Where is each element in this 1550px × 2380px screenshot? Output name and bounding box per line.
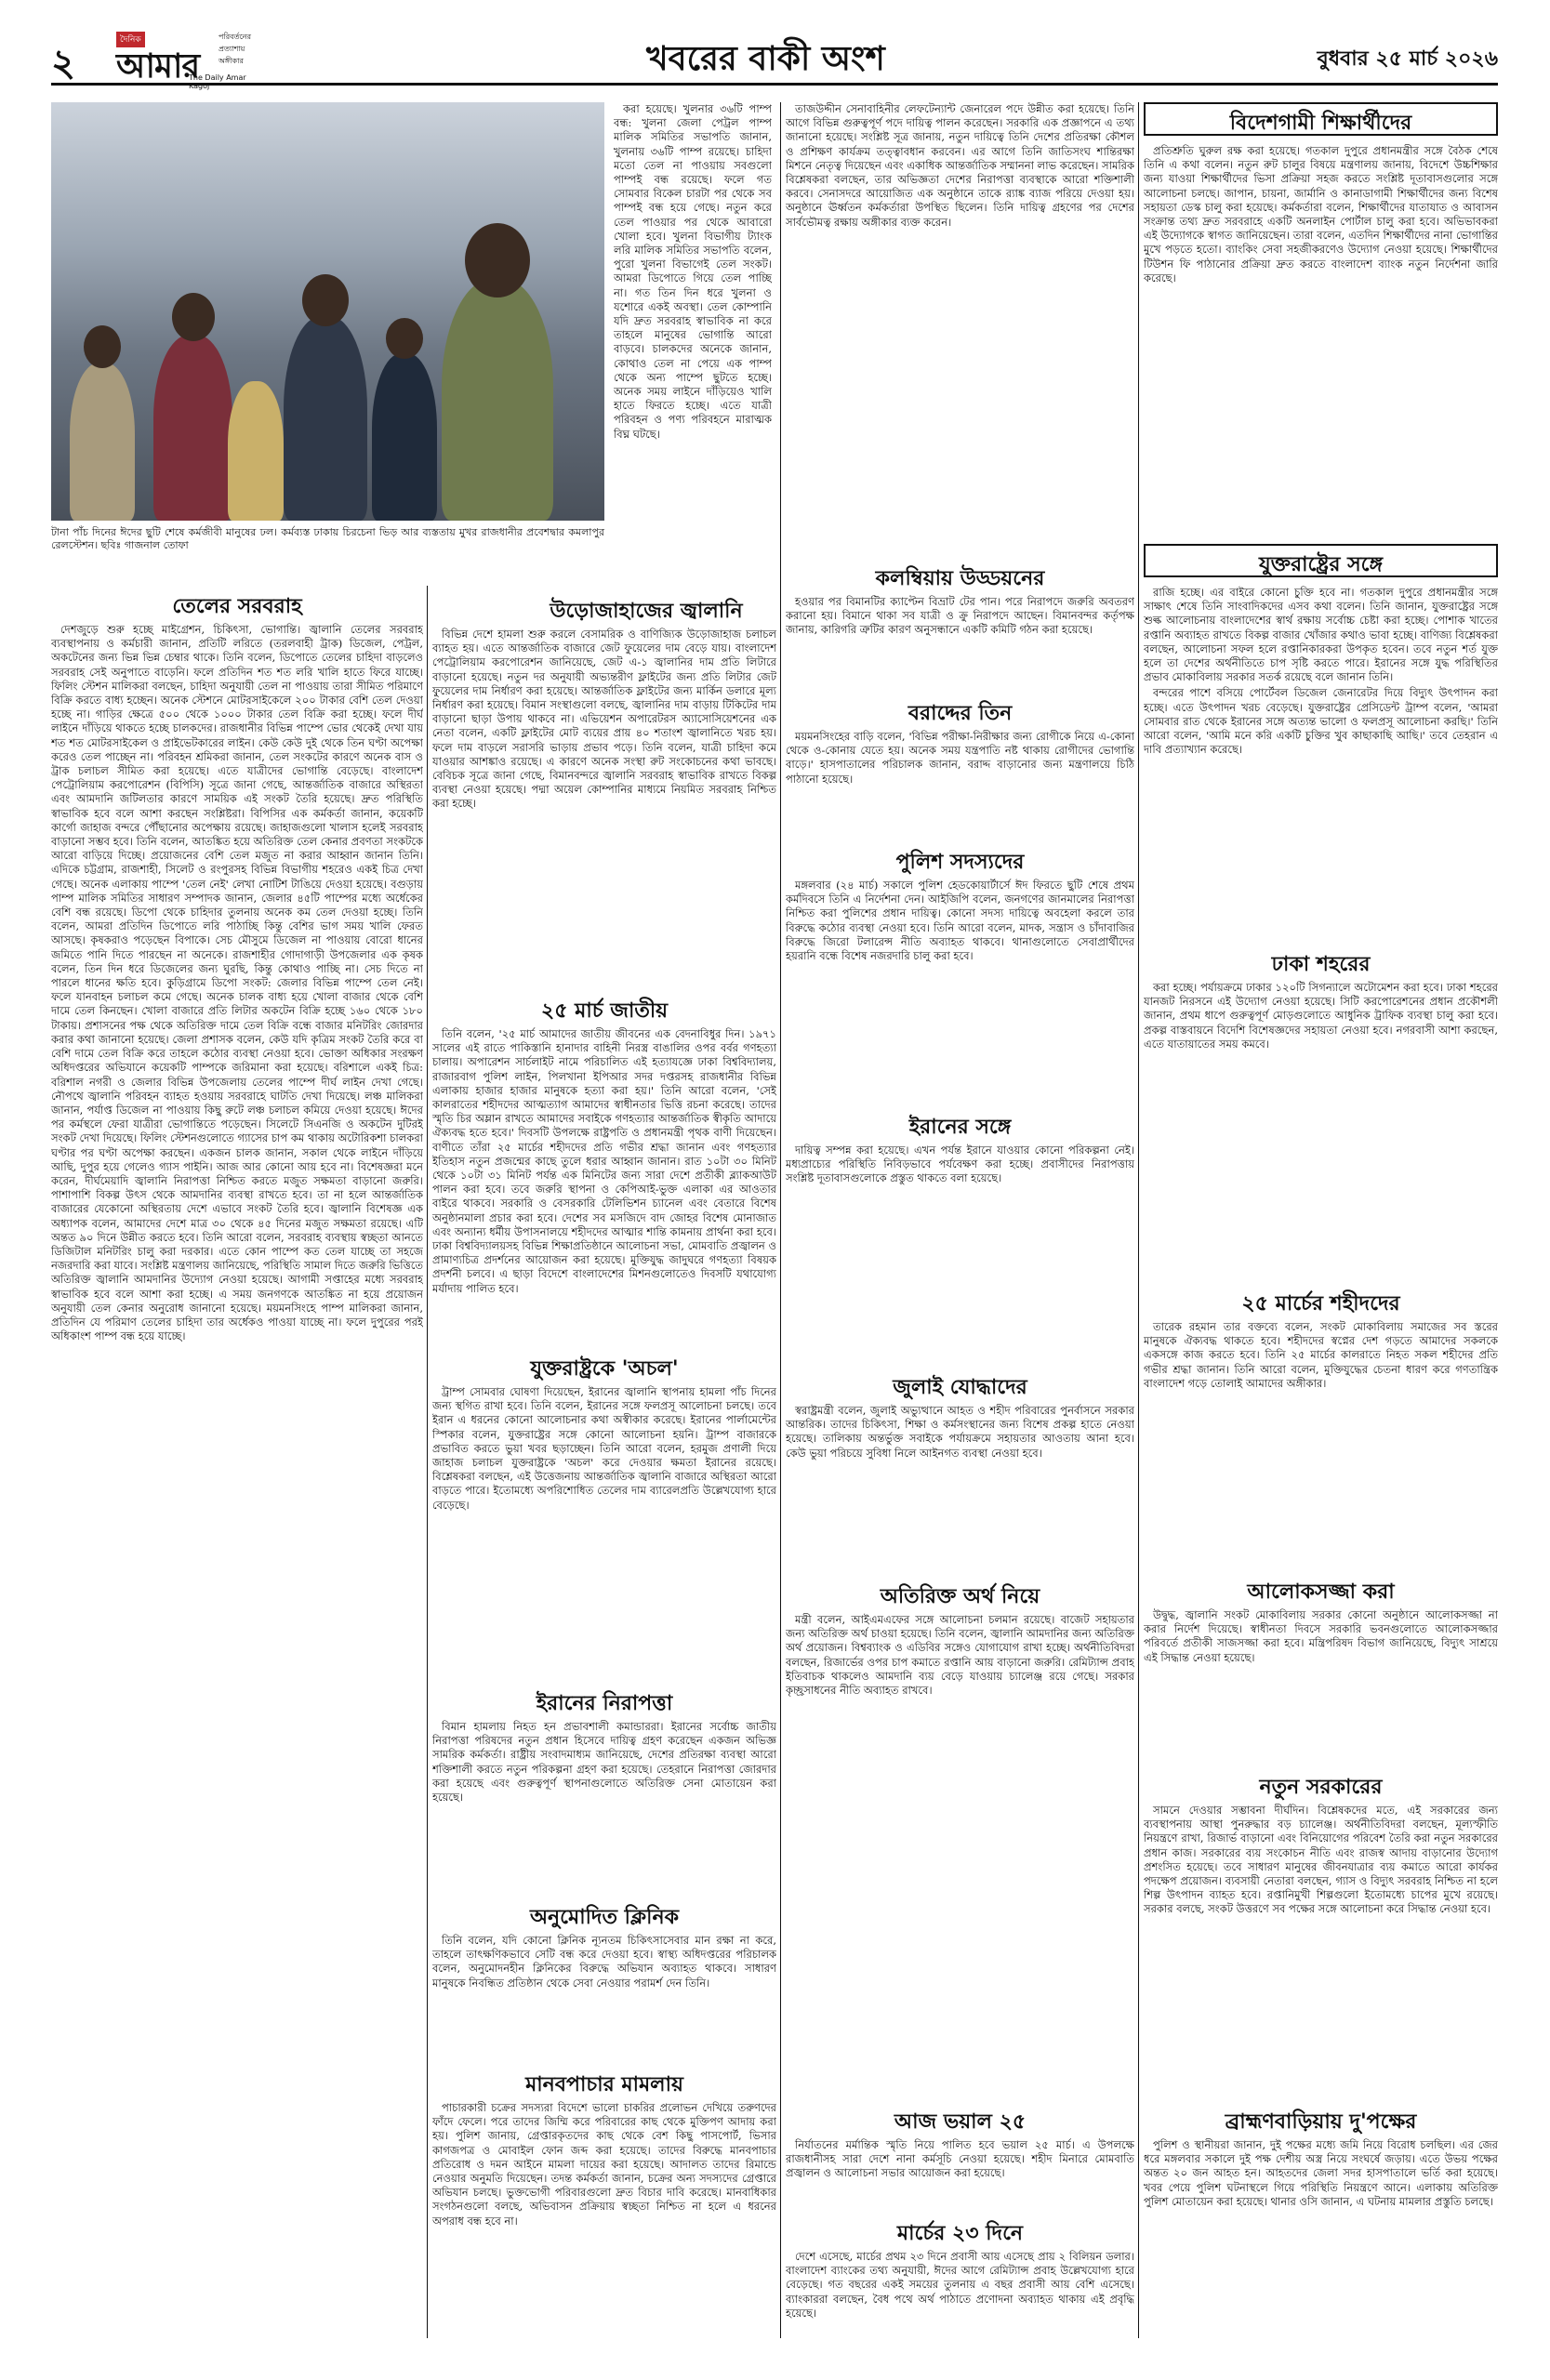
- headline-iran-with: ইরানের সঙ্গে: [908, 1116, 1012, 1139]
- headline-jet-fuel: উড়োজাহাজের জ্বালানি: [550, 600, 743, 623]
- logo-english: The Daily Amar Kagoj: [189, 73, 246, 90]
- article-martyrs: [1144, 1320, 1498, 1567]
- column-divider: [1138, 102, 1139, 2338]
- logo-slogan: পরিবর্তনের প্রত্যাশায় অঙ্গীকার: [219, 33, 251, 65]
- logo-name: আমার: [116, 47, 200, 86]
- article-march25: [432, 1027, 776, 1343]
- headline-dhoka: বরাদ্দের তিন: [907, 702, 1013, 725]
- column-divider: [427, 586, 428, 2338]
- headline-cox: কলম্বিয়ায় উড্ডয়নের: [875, 567, 1045, 590]
- headline-police: পুলিশ সদস্যদের: [895, 851, 1025, 874]
- article-text: করা হচ্ছে। পর্যায়ক্রমে ঢাকার ১২০টি সিগন্যালে অটোমেশন করা হবে। ঢাকা শহরের যানজট নিরসনে এই উদ্যোগ নেওয়া হয়েছে। সিটি করপোরেশনের প্রধান প্রকৌশলী জানান, প্রথম ধাপে গুরুত্বপূর্ণ মোড়গুলোতে আধুনিক ট্রাফিক ব্যবস্থা চালু করা হবে। প্রকল্প বাস্তবায়নে বিদেশি বিশেষজ্ঞদের সহায়তা নেওয়া হবে। নগরবাসী আশা করছেন, এতে যাতায়াতের সময় কমবে।: [1144, 981, 1498, 1051]
- headline-march23: মার্চের ২৩ দিনে: [896, 2222, 1024, 2245]
- article-text: তাজউদ্দীন সেনাবাহিনীর লেফটেন্যান্ট জেনারেল পদে উন্নীত করা হয়েছে। তিনি আগে বিভিন্ন গুরুত্বপূর্ণ পদে দায়িত্ব পালন করেছেন। সরকারি এক প্রজ্ঞাপনে এ তথ্য জানানো হয়েছে। সংশ্লিষ্ট সূত্র জানায়, নতুন দায়িত্বে তিনি দেশের প্রতিরক্ষা কৌশল ও প্রশিক্ষণ কার্যক্রম তত্ত্বাবধান করবেন। এর আগে তিনি জাতিসংঘ শান্তিরক্ষা মিশনে নেতৃত্ব দিয়েছেন এবং একাধিক আন্তর্জাতিক সম্মাননা লাভ করেছেন। সামরিক বিশ্লেষকরা বলছেন, তার অভিজ্ঞতা দেশের নিরাপত্তা ব্যবস্থাকে আরো শক্তিশালী করবে। সেনাসদরে আয়োজিত এক অনুষ্ঠানে তাকে র‍্যাঙ্ক ব্যাজ পরিয়ে দেওয়া হয়। অনুষ্ঠানে ঊর্ধ্বতন কর্মকর্তারা উপস্থিত ছিলেন। তিনি দায়িত্ব গ্রহণের পর দেশের সার্বভৌমত্ব রক্ষায় অঙ্গীকার ব্যক্ত করেন।: [786, 102, 1134, 229]
- photo-caption: টানা পাঁচ দিনের ঈদের ছুটি শেষে কর্মজীবী মানুষের ঢল। কর্মব্যস্ত ঢাকায় চিরচেনা ভিড় আর ব্যস্ততায় মুখর রাজধানীর প্রবেশদ্বার কমলাপুর রেলস্টেশন। ছবিঃ গাজনাল তোফা: [51, 526, 604, 551]
- article-text: বিমান হামলায় নিহত হন প্রভাবশালী কমান্ডাররা। ইরানের সর্বোচ্চ জাতীয় নিরাপত্তা পরিষদের নতুন প্রধান হিসেবে দায়িত্ব গ্রহণ করেছেন একজন অভিজ্ঞ সামরিক কর্মকর্তা। রাষ্ট্রীয় সংবাদমাধ্যম জানিয়েছে, দেশের প্রতিরক্ষা ব্যবস্থা আরো শক্তিশালী করতে নতুন পরিকল্পনা গ্রহণ করা হয়েছে। তেহরানে নিরাপত্তা জোরদার করা হয়েছে এবং গুরুত্বপূর্ণ স্থাপনাগুলোতে অতিরিক্ত সেনা মোতায়েন করা হয়েছে।: [432, 1720, 776, 1805]
- article-text: স্বরাষ্ট্রমন্ত্রী বলেন, জুলাই অভ্যুত্থানে আহত ও শহীদ পরিবারের পুনর্বাসনে সরকার আন্তরিক। তাদের চিকিৎসা, শিক্ষা ও কর্মসংস্থানের জন্য বিশেষ প্রকল্প হাতে নেওয়া হয়েছে। তালিকায় অন্তর্ভুক্ত সবাইকে পর্যায়ক্রমে সহায়তার আওতায় আনা হবে। কেউ ভুয়া পরিচয়ে সুবিধা নিলে আইনগত ব্যবস্থা নেওয়া হবে।: [786, 1404, 1134, 1460]
- article-text: উদ্বুদ্ধ, জ্বালানি সংকট মোকাবিলায় সরকার কোনো অনুষ্ঠানে আলোকসজ্জা না করার নির্দেশ দিয়েছে। স্বাধীনতা দিবসে সরকারি ভবনগুলোতে আলোকসজ্জার পরিবর্তে প্রতীকী সাজসজ্জা করা হবে। মন্ত্রিপরিষদ বিভাগ জানিয়েছে, বিদ্যুৎ সাশ্রয়ে এই সিদ্ধান্ত নেওয়া হয়েছে।: [1144, 1608, 1498, 1664]
- article-text: পুলিশ ও স্থানীয়রা জানান, দুই পক্ষের মধ্যে জমি নিয়ে বিরোধ চলছিল। এর জের ধরে মঙ্গলবার সকালে দুই পক্ষ দেশীয় অস্ত্র নিয়ে সংঘর্ষে জড়ায়। এতে উভয় পক্ষের অন্তত ২০ জন আহত হন। আহতদের জেলা সদর হাসপাতালে ভর্তি করা হয়েছে। খবর পেয়ে পুলিশ ঘটনাস্থলে গিয়ে পরিস্থিতি নিয়ন্ত্রণে আনে। এলাকায় অতিরিক্ত পুলিশ মোতায়েন করা হয়েছে। থানার ওসি জানান, এ ঘটনায় মামলার প্রস্তুতি চলছে।: [1144, 2138, 1498, 2208]
- article-fuel: [51, 623, 423, 2338]
- article-continuation: [614, 102, 772, 586]
- headline-clinic: অনুমোদিত ক্লিনিক: [530, 1906, 679, 1929]
- article-text: সামনে দেওয়ার সম্ভাবনা দীর্ঘদিন। বিশ্লেষকদের মতে, এই সরকারের জন্য ব্যবস্থাপনায় আস্থা পুনরুদ্ধার বড় চ্যালেঞ্জ। অর্থনীতিবিদরা বলছেন, মূল্যস্ফীতি নিয়ন্ত্রণে রাখা, রিজার্ভ বাড়ানো এবং বিনিয়োগের পরিবেশ তৈরি করা নতুন সরকারের প্রধান কাজ। সরকারের ব্যয় সংকোচন নীতি এবং রাজস্ব আদায় বাড়ানোর উদ্যোগ প্রশংসিত হয়েছে। তবে সাধারণ মানুষের জীবনযাত্রার ব্যয় কমাতে আরো কার্যকর পদক্ষেপ প্রয়োজন। ব্যবসায়ী নেতারা বলছেন, গ্যাস ও বিদ্যুৎ সরবরাহ নিশ্চিত না হলে শিল্প উৎপাদন ব্যাহত হবে। রপ্তানিমুখী শিল্পগুলো ইতোমধ্যে চাপের মুখে রয়েছে। সরকার বলছে, সংকট উত্তরণে সব পক্ষের সঙ্গে আলোচনা করে সিদ্ধান্ত নেওয়া হবে।: [1144, 1804, 1498, 1916]
- article-text: প্রতিশ্রুতি ঘুরুল রক্ষ করা হয়েছে। গতকাল দুপুরে প্রধানমন্ত্রীর সঙ্গে বৈঠক শেষে তিনি এ কথা বলেন। নতুন রুট চালুর বিষয়ে মন্ত্রণালয় জানায়, বিদেশে উচ্চশিক্ষার জন্য যাওয়া শিক্ষার্থীদের ভিসা প্রক্রিয়া সহজ করতে সংশ্লিষ্ট দূতাবাসগুলোর সঙ্গে আলোচনা চলছে। জাপান, চায়না, জার্মানি ও কানাডাগামী শিক্ষার্থীদের জন্য বিশেষ সহায়তা ডেস্ক চালু করা হয়েছে। কর্মকর্তারা বলেন, শিক্ষার্থীদের যাতাযাত ও আবাসন সংক্রান্ত তথ্য দ্রুত সরবরাহে একটি অনলাইন পোর্টাল চালু করা হবে। অভিভাবকরা এই উদ্যোগকে স্বাগত জানিয়েছেন। তারা বলেন, এতদিন শিক্ষার্থীদের নানা ভোগান্তির মুখে পড়তে হতো। ব্যাংকিং সেবা সহজীকরণেও উদ্যোগ নেওয়া হয়েছে। শিক্ষার্থীদের টিউশন ফি পাঠানোর প্রক্রিয়া দ্রুত করতে বাংলাদেশ ব্যাংক নতুন নির্দেশনা জারি করেছে।: [1144, 144, 1498, 284]
- article-iran-security: [432, 1720, 776, 1892]
- column-divider: [780, 102, 781, 2338]
- article-text: ময়মনসিংহের বাড়ি বলেন, 'বিভিন্ন পরীক্ষা-নিরীক্ষার জন্য রোগীকে নিয়ে এ-কোনা থেকে ও-কোনায় যেতে হয়। অনেক সময় যন্ত্রপাতি নষ্ট থাকায় রোগীদের ভোগান্তি বাড়ে।' হাসপাতালের পরিচালক জানান, বরাদ্দ বাড়ানোর জন্য মন্ত্রণালয়ে চিঠি পাঠানো হয়েছে।: [786, 730, 1134, 786]
- headline-students: বিদেশগামী শিক্ষার্থীদের: [1229, 112, 1412, 135]
- article-text: তিনি বলেন, যদি কোনো ক্লিনিক ন্যূনতম চিকিৎসাসেবার মান রক্ষা না করে, তাহলে তাৎক্ষণিকভাবে সেটি বন্ধ করে দেওয়া হবে। স্বাস্থ্য অধিদপ্তরের পরিচালক বলেন, অনুমোদনহীন ক্লিনিকের বিরুদ্ধে অভিযান অব্যাহত থাকবে। সাধারণ মানুষকে নিবন্ধিত প্রতিষ্ঠান থেকে সেবা নেওয়ার পরামর্শ দেন তিনি।: [432, 1934, 776, 1990]
- article-text: মঙ্গলবার (২৪ মার্চ) সকালে পুলিশ হেডকোয়ার্টার্সে ঈদ ফিরতে ছুটি শেষে প্রথম কর্মদিবসে তিনি এ নির্দেশনা দেন। আইজিপি বলেন, জনগণের জানমালের নিরাপত্তা নিশ্চিত করা পুলিশের প্রধান দায়িত্ব। কোনো সদস্য দায়িত্বে অবহেলা করলে তার বিরুদ্ধে কঠোর ব্যবস্থা নেওয়া হবে। তিনি আরো বলেন, মাদক, সন্ত্রাস ও চাঁদাবাজির বিরুদ্ধে জিরো টলারেন্স নীতি অব্যাহত থাকবে। থানাগুলোতে সেবাপ্রার্থীদের হয়রানি বন্ধে বিশেষ নজরদারি চালু করা হবে।: [786, 879, 1134, 963]
- headline-july: জুলাই যোদ্ধাদের: [893, 1376, 1027, 1399]
- headline-martyrs: ২৫ মার্চের শহীদদের: [1241, 1292, 1400, 1316]
- article-us-acol: [432, 1385, 776, 1678]
- headline-iran-security: ইরানের নিরাপত্তা: [536, 1692, 673, 1715]
- article-text: বিভিন্ন দেশে হামলা শুরু করলে বেসামরিক ও বাণিজ্যিক উড়োজাহাজ চলাচল ব্যাহত হয়। এতে আন্তর্জাতিক বাজারে জেট ফুয়েলের দাম বেড়ে যায়। বাংলাদেশ পেট্রোলিয়াম করপোরেশন জানিয়েছে, জেট এ-১ জ্বালানির দাম প্রতি লিটারে বাড়ানো হয়েছে। নতুন দর অনুযায়ী অভ্যন্তরীণ ফ্লাইটের জন্য প্রতি লিটার জেট ফুয়েলের দাম নির্ধারণ করা হয়েছে। আন্তর্জাতিক ফ্লাইটের জন্য মার্কিন ডলারে মূল্য নির্ধারণ করা হয়েছে। বিমান সংস্থাগুলো বলছে, জ্বালানির দাম বাড়ায় টিকিটের দাম বাড়ানো ছাড়া উপায় থাকবে না। এভিয়েশন অপারেটরস অ্যাসোসিয়েশনের এক নেতা বলেন, একটি ফ্লাইটের মোট ব্যয়ের প্রায় ৪০ শতাংশ জ্বালানিতে খরচ হয়। ফলে দাম বাড়লে সরাসরি ভাড়ায় প্রভাব পড়ে। তিনি বলেন, যাত্রী চাহিদা কমে যাওয়ার আশঙ্কাও রয়েছে। এ কারণে অনেক সংস্থা রুট সংকোচনের কথা ভাবছে। বেবিচক সূত্রে জানা গেছে, বিমানবন্দরে জ্বালানি সরবরাহ স্বাভাবিক রাখতে বিকল্প ব্যবস্থা নেওয়া হয়েছে। পদ্মা অয়েল কোম্পানির মাধ্যমে নিয়মিত সরবরাহ নিশ্চিত করা হচ্ছে।: [432, 628, 776, 811]
- article-students: [1144, 144, 1498, 535]
- article-march23: [786, 2250, 1134, 2338]
- article-cox: [786, 595, 1134, 693]
- article-text: দেশে এসেছে, মার্চের প্রথম ২৩ দিনে প্রবাসী আয় এসেছে প্রায় ২ বিলিয়ন ডলার। বাংলাদেশ ব্যাংকের তথ্য অনুযায়ী, ঈদের আগে রেমিট্যান্স প্রবাহ উল্লেখযোগ্য হারে বেড়েছে। গত বছরের একই সময়ের তুলনায় এ বছর প্রবাসী আয় বেশি এসেছে। ব্যাংকাররা বলছেন, বৈধ পথে অর্থ পাঠাতে প্রণোদনা অব্যাহত থাকায় এই প্রবৃদ্ধি হয়েছে।: [786, 2250, 1134, 2320]
- article-new-govt: [1144, 1804, 1498, 2096]
- headline-fuel: তেলের সরবরাহ: [172, 595, 302, 618]
- logo-tag: দৈনিক: [116, 32, 145, 47]
- article-text: রাজি হচ্ছে। এর বাইরে কোনো চুক্তি হবে না। গতকাল দুপুরে প্রধানমন্ত্রীর সঙ্গে সাক্ষাৎ শেষে তিনি সাংবাদিকদের এসব কথা বলেন। তিনি জানান, যুক্তরাষ্ট্রের সঙ্গে শুল্ক আলোচনায় বাংলাদেশের স্বার্থ রক্ষায় সর্বোচ্চ চেষ্টা করা হচ্ছে। পোশাক খাতের রপ্তানি অব্যাহত রাখতে বিকল্প বাজার খোঁজার কথাও ভাবা হচ্ছে। বাণিজ্য বিশ্লেষকরা বলছেন, আলোচনা সফল হলে রপ্তানিকারকরা উপকৃত হবেন। তবে নতুন শর্ত যুক্ত হলে তা দেশের অর্থনীতিতে চাপ সৃষ্টি করতে পারে। ইরানের সঙ্গে যুদ্ধ পরিস্থিতির প্রভাব মোকাবিলায় সরকার সতর্ক রয়েছে বলে জানান তিনি।: [1144, 586, 1498, 684]
- article-iran-with: [786, 1144, 1134, 1367]
- issue-date: বুধবার ২৫ মার্চ ২০২৬: [1317, 47, 1498, 71]
- article-us-with: [1144, 586, 1498, 939]
- headline-us-with: যুক্তরাষ্ট্রের সঙ্গে: [1258, 553, 1384, 576]
- article-text: করা হয়েছে। খুলনার ৩৬টি পাম্প বন্ধ: খুলনা জেলা পেট্রল পাম্প মালিক সমিতির সভাপতি জানান, খুলনায় ৩৬টি পাম্প রয়েছে। চাহিদা মতো তেল না পাওয়ায় সবগুলো পাম্পই বন্ধ রয়েছে। ফলে গত সোমবার বিকেল চারটা পর থেকে সব পাম্পই বন্ধ হয়ে গেছে। নতুন করে তেল পাওয়ার পর থেকে আবারো খোলা হবে। খুলনা বিভাগীয় ট্যাংক লরি মালিক সমিতির সভাপতি বলেন, পুরো খুলনা বিভাগেই তেল সংকট। আমরা ডিপোতে গিয়ে তেল পাচ্ছি না। গত তিন দিন ধরে খুলনা ও যশোরে একই অবস্থা। তেল কোম্পানি যদি দ্রুত সরবরাহ স্বাভাবিক না করে তাহলে মানুষের ভোগান্তি আরো বাড়বে। চালকদের অনেকে জানান, কোথাও তেল না পেয়ে এক পাম্প থেকে অন্য পাম্পে ছুটতে হচ্ছে। অনেক সময় লাইনে দাঁড়িয়েও খালি হাতে ফিরতে হচ্ছে। এতে যাত্রী পরিবহন ও পণ্য পরিবহনে মারাত্মক বিঘ্ন ঘটছে।: [614, 102, 772, 441]
- article-minister: [786, 102, 1134, 553]
- article-extra-fund: [786, 1613, 1134, 2101]
- headline-extra-fund: অতিরিক্ত অর্থ নিয়ে: [880, 1585, 1040, 1608]
- article-text: তিনি বলেন, '২৫ মার্চ আমাদের জাতীয় জীবনের এক বেদনাবিধুর দিন। ১৯৭১ সালের এই রাতে পাকিস্তানি হানাদার বাহিনী নিরস্ত্র বাঙালির ওপর বর্বর গণহত্যা চালায়। অপারেশন সার্চলাইট নামে পরিচালিত এই হত্যাযজ্ঞে ঢাকা বিশ্ববিদ্যালয়, রাজারবাগ পুলিশ লাইন, পিলখানা ইপিআর সদর দপ্তরসহ রাজধানীর বিভিন্ন এলাকায় হাজার হাজার মানুষকে হত্যা করা হয়।' তিনি আরো বলেন, 'সেই কালরাতের শহীদদের আত্মত্যাগ আমাদের স্বাধীনতার ভিত্তি রচনা করেছে। তাদের স্মৃতি চির অম্লান রাখতে আমাদের সবাইকে গণহত্যার আন্তর্জাতিক স্বীকৃতি আদায়ে ঐক্যবদ্ধ হতে হবে।' দিবসটি উপলক্ষে রাষ্ট্রপতি ও প্রধানমন্ত্রী পৃথক বাণী দিয়েছেন। বাণীতে তাঁরা ২৫ মার্চের শহীদদের প্রতি গভীর শ্রদ্ধা জানান এবং গণহত্যার ইতিহাস নতুন প্রজন্মের কাছে তুলে ধরার আহ্বান জানান। রাত ১০টা ৩০ মিনিট থেকে ১০টা ৩১ মিনিট পর্যন্ত এক মিনিটের জন্য সারা দেশে প্রতীকী ব্ল্যাকআউট পালন করা হবে। তবে জরুরি স্থাপনা ও কেপিআই-ভুক্ত এলাকা এর আওতার বাইরে থাকবে। সরকারি ও বেসরকারি টেলিভিশন চ্যানেল এবং বেতারে বিশেষ অনুষ্ঠানমালা প্রচার করা হবে। দেশের সব মসজিদে বাদ জোহর বিশেষ মোনাজাত এবং অন্যান্য ধর্মীয় উপাসনালয়ে শহীদদের আত্মার শান্তি কামনায় প্রার্থনা করা হবে। ঢাকা বিশ্ববিদ্যালয়সহ বিভিন্ন শিক্ষাপ্রতিষ্ঠানে আলোচনা সভা, মোমবাতি প্রজ্বালন ও প্রামাণ্যচিত্র প্রদর্শনের আয়োজন করা হয়েছে। মুক্তিযুদ্ধ জাদুঘরে গণহত্যা বিষয়ক প্রদর্শনী চলবে। এ ছাড়া বিদেশে বাংলাদেশের মিশনগুলোতেও দিবসটি যথাযোগ্য মর্যাদায় পালিত হবে।: [432, 1027, 776, 1295]
- article-text: হওয়ার পর বিমানটির ক্যাপ্টেন বিভ্রাট টের পান। পরে নিরাপদে জরুরি অবতরণ করানো হয়। বিমানে থাকা সব যাত্রী ও ক্রু নিরাপদে আছেন। বিমানবন্দর কর্তৃপক্ষ জানায়, কারিগরি ত্রুটির কারণ অনুসন্ধানে একটি কমিটি গঠন করা হয়েছে।: [786, 595, 1134, 637]
- masthead: [51, 28, 1498, 90]
- article-clinic: [432, 1934, 776, 2059]
- article-vote: [786, 2138, 1134, 2213]
- headline-us-acol: যুক্তরাষ্ট্রকে 'অচল': [530, 1357, 679, 1381]
- article-text: ট্রাম্প সোমবার ঘোষণা দিয়েছেন, ইরানের জ্বালানি স্থাপনায় হামলা পাঁচ দিনের জন্য স্থগিত রাখা হবে। তিনি বলেন, ইরানের সঙ্গে ফলপ্রসূ আলোচনা চলছে। তবে ইরান এ ধরনের কোনো আলোচনার কথা অস্বীকার করেছে। ইরানের পার্লামেন্টের স্পিকার বলেন, যুক্তরাষ্ট্রের সঙ্গে কোনো আলোচনা হয়নি। ট্রাম্প বাজারকে প্রভাবিত করতে ভুয়া খবর ছড়াচ্ছেন। তিনি আরো বলেন, হরমুজ প্রণালী দিয়ে জাহাজ চলাচল যুক্তরাষ্ট্রকে 'অচল' করে দেওয়ার ক্ষমতা ইরানের রয়েছে। বিশ্লেষকরা বলছেন, এই উত্তেজনায় আন্তর্জাতিক জ্বালানি বাজারে অস্থিরতা আরো বাড়তে পারে। ইতোমধ্যে অপরিশোধিত তেলের দাম ব্যারেলপ্রতি উল্লেখযোগ্য হারে বেড়েছে।: [432, 1385, 776, 1512]
- article-text: তারেক রহমান তার বক্তব্যে বলেন, সংকট মোকাবিলায় সমাজের সব স্তরের মানুষকে ঐক্যবদ্ধ থাকতে হবে। শহীদদের স্বপ্নের দেশ গড়তে আমাদের সকলকে একসঙ্গে কাজ করতে হবে। তিনি ২৫ মার্চের কালরাতে নিহত সকল শহীদের প্রতি গভীর শ্রদ্ধা জানান। তিনি আরো বলেন, মুক্তিযুদ্ধের চেতনা ধারণ করে গণতান্ত্রিক বাংলাদেশ গড়ে তোলাই আমাদের অঙ্গীকার।: [1144, 1320, 1498, 1390]
- headline-trafficking: মানবপাচার মামলায়: [525, 2073, 683, 2096]
- article-july: [786, 1404, 1134, 1576]
- headline-new-govt: নতুন সরকারের: [1259, 1776, 1383, 1799]
- article-jet-fuel: [432, 628, 776, 985]
- article-text: বন্দরের পাশে বসিয়ে পোর্টেবল ডিজেল জেনারেটর দিয়ে বিদ্যুৎ উৎপাদন করা হচ্ছে। এতে উৎপাদন খরচ বেড়েছে। যুক্তরাষ্ট্রের প্রেসিডেন্ট ট্রাম্প বলেন, 'আমরা সোমবার রাত থেকে ইরানের সঙ্গে অত্যন্ত ভালো ও ফলপ্রসূ আলোচনা করছি।' তিনি আরো বলেন, 'আমি মনে করি একটি চুক্তির খুব কাছাকাছি আছি।' তবে তেহরান এ দাবি প্রত্যাখ্যান করেছে।: [1144, 686, 1498, 757]
- article-text: মন্ত্রী বলেন, আইএমএফের সঙ্গে আলোচনা চলমান রয়েছে। বাজেট সহায়তার জন্য অতিরিক্ত অর্থ চাওয়া হয়েছে। তিনি বলেন, জ্বালানি আমদানির জন্য অতিরিক্ত অর্থ প্রয়োজন। বিশ্বব্যাংক ও এডিবির সঙ্গেও যোগাযোগ রাখা হচ্ছে। অর্থনীতিবিদরা বলছেন, রিজার্ভের ওপর চাপ কমাতে রপ্তানি আয় বাড়ানো জরুরি। রেমিট্যান্স প্রবাহ ইতিবাচক থাকলেও আমদানি ব্যয় বেড়ে যাওয়ায় চ্যালেঞ্জ রয়ে গেছে। সরকার কৃচ্ছ্রসাধনের নীতি অব্যাহত রাখবে।: [786, 1613, 1134, 1698]
- newspaper-logo: [79, 32, 251, 90]
- article-dhoka: [786, 730, 1134, 841]
- article-aspiration: [1144, 1608, 1498, 1762]
- page-number: ২: [51, 42, 76, 85]
- article-trafficking: [432, 2101, 776, 2338]
- headline-march25: ২৫ মার্চ জাতীয়: [540, 999, 669, 1023]
- article-text: দেশজুড়ে শুরু হচ্ছে মাইগ্রেশন, চিকিৎসা, ভোগান্তি। জ্বালানি তেলের সরবরাহ ব্যবস্থাপনায় ও কর্মচারী জানান, প্রতিটি লরিতে (তরলবাহী ট্রাক) ডিজেল, পেট্রল, অকটেনের জন্য ভিন্ন ভিন্ন চেম্বার থাকে। তিনি বলেন, ডিপোতে তেলের চাহিদা বাড়লেও সরবরাহ সেই অনুপাতে বাড়েনি। ফলে প্রতিদিন শত শত লরি খালি হাতে ফিরে যাচ্ছে। ফিলিং স্টেশন মালিকরা বলছেন, চাহিদা অনুযায়ী তেল না পাওয়ায় তারা সীমিত পরিমাণে বিক্রি করতে বাধ্য হচ্ছেন। অনেক স্টেশনে মোটরসাইকেলে ২০০ টাকার বেশি তেল দেওয়া হচ্ছে না। গাড়ির ক্ষেত্রে ৫০০ থেকে ১০০০ টাকার তেল বিক্রি করা হচ্ছে। ফলে দীর্ঘ লাইনে দাঁড়িয়ে থাকতে হচ্ছে চালকদের। রাজধানীর বিভিন্ন পাম্পে ভোর থেকেই দেখা যায় শত শত মোটরসাইকেল ও প্রাইভেটকারের লাইন। কেউ কেউ দুই থেকে তিন ঘণ্টা অপেক্ষা করেও তেল পাচ্ছেন না। পরিবহন শ্রমিকরা জানান, তেল সংকটের কারণে অনেক বাস ও ট্রাক চলাচল সীমিত করা হয়েছে। এতে যাত্রীদের ভোগান্তি বেড়েছে। বাংলাদেশ পেট্রোলিয়াম করপোরেশন (বিপিসি) সূত্রে জানা গেছে, আন্তর্জাতিক বাজারে অস্থিরতা এবং আমদানি জটিলতার কারণে সাময়িক এই সংকট তৈরি হয়েছে। দ্রুত পরিস্থিতি স্বাভাবিক হবে বলে আশা করছেন সংশ্লিষ্টরা। বিপিসির এক কর্মকর্তা জানান, কয়েকটি কার্গো জাহাজ বন্দরে পৌঁছানোর অপেক্ষায় রয়েছে। জাহাজগুলো খালাস হলেই সরবরাহ বাড়ানো সম্ভব হবে। তিনি বলেন, আতঙ্কিত হয়ে অতিরিক্ত তেল কেনার প্রবণতা সংকটকে আরো বাড়িয়ে দিচ্ছে। প্রয়োজনের বেশি তেল মজুত না করার আহ্বান জানান তিনি। এদিকে চট্টগ্রাম, রাজশাহী, সিলেট ও রংপুরসহ বিভিন্ন বিভাগীয় শহরেও একই চিত্র দেখা গেছে। অনেক এলাকায় পাম্পে 'তেল নেই' লেখা নোটিশ টাঙিয়ে দেওয়া হয়েছে। বগুড়ায় পাম্প মালিক সমিতির সাধারণ সম্পাদক জানান, জেলার ৪৫টি পাম্পের মধ্যে অর্ধেকের বেশি বন্ধ রয়েছে। ডিপো থেকে চাহিদার তুলনায় অনেক কম তেল দেওয়া হচ্ছে। তিনি বলেন, আমরা প্রতিদিন ডিপোতে লরি পাঠাচ্ছি কিন্তু বেশির ভাগ সময় খালি ফেরত আসছে। কৃষকরাও পড়েছেন বিপাকে। সেচ মৌসুমে ডিজেল না পাওয়ায় বোরো ধানের জমিতে পানি দিতে পারছেন না অনেকে। রাজশাহীর গোদাগাড়ী উপজেলার এক কৃষক বলেন, তিন দিন ধরে ডিজেলের জন্য ঘুরছি, কিন্তু কোথাও পাচ্ছি না। সেচ দিতে না পারলে ধানের ক্ষতি হবে। কুড়িগ্রামে ডিপো সংকট: জেলার বিভিন্ন পাম্পে তেল নেই। ফলে যানবাহন চলাচল কমে গেছে। অনেক চালক বাধ্য হয়ে খোলা বাজার থেকে বেশি দামে তেল কিনছেন। খোলা বাজারে প্রতি লিটার অকটেন বিক্রি হচ্ছে ১৬০ থেকে ১৮০ টাকায়। প্রশাসনের পক্ষ থেকে অতিরিক্ত দামে তেল বিক্রি বন্ধে বাজার মনিটরিং জোরদার করার কথা জানানো হয়েছে। জেলা প্রশাসক বলেন, কেউ যদি কৃত্রিম সংকট তৈরি করে বা বেশি দামে তেল বিক্রি করে তাহলে কঠোর ব্যবস্থা নেওয়া হবে। ভোক্তা অধিকার সংরক্ষণ অধিদপ্তরের অভিযানে কয়েকটি পাম্পকে জরিমানা করা হয়েছে। বরিশালে একই চিত্র: বরিশাল নগরী ও জেলার বিভিন্ন উপজেলায় তেলের পাম্পে দীর্ঘ লাইন দেখা গেছে। নৌপথে জ্বালানি পরিবহন ব্যাহত হওয়ায় সরবরাহে ঘাটতি দেখা দিয়েছে। লঞ্চ মালিকরা জানান, পর্যাপ্ত ডিজেল না পাওয়ায় কিছু রুটে লঞ্চ চলাচল কমিয়ে দেওয়া হয়েছে। ঈদের পর কর্মস্থলে ফেরা যাত্রীরা ভোগান্তিতে পড়েছেন। সিলেটে সিএনজি ও অকটেন দুটিরই সংকট দেখা দিয়েছে। ফিলিং স্টেশনগুলোতে গ্যাসের চাপ কম থাকায় অটোরিকশা চালকরা ঘণ্টার পর ঘণ্টা অপেক্ষা করছেন। একজন চালক জানান, সকাল থেকে লাইনে দাঁড়িয়ে আছি, দুপুর হয়ে গেলেও গ্যাস পাইনি। আজ আর কোনো আয় হবে না। বিশেষজ্ঞরা মনে করেন, দীর্ঘমেয়াদি জ্বালানি নিরাপত্তা নিশ্চিত করতে মজুত সক্ষমতা বাড়ানো জরুরি। পাশাপাশি বিকল্প উৎস থেকে আমদানির ব্যবস্থা রাখতে হবে। তা না হলে আন্তর্জাতিক বাজারের যেকোনো অস্থিরতায় দেশে এভাবে সংকট তৈরি হবে। জ্বালানি বিশেষজ্ঞ এক অধ্যাপক বলেন, আমাদের দেশে মাত্র ৩০ থেকে ৪৫ দিনের মজুত সক্ষমতা রয়েছে। এটি অন্তত ৯০ দিনে উন্নীত করতে হবে। তিনি আরো বলেন, সরবরাহ ব্যবস্থায় স্বচ্ছতা আনতে ডিজিটাল মনিটরিং চালু করা দরকার। এতে কোন পাম্পে কত তেল যাচ্ছে তা সহজে নজরদারি করা যাবে। সংশ্লিষ্ট মন্ত্রণালয় জানিয়েছে, পরিস্থিতি সামাল দিতে জরুরি ভিত্তিতে অতিরিক্ত জ্বালানি আমদানির উদ্যোগ নেওয়া হয়েছে। আগামী সপ্তাহের মধ্যে সরবরাহ স্বাভাবিক হবে বলে আশা করা হচ্ছে। এ সময় জনগণকে আতঙ্কিত না হয়ে প্রয়োজন অনুযায়ী তেল কেনার অনুরোধ জানানো হয়েছে। ময়মনসিংহে পাম্প মালিকরা জানান, প্রতিদিন যে পরিমাণ তেলের চাহিদা তার অর্ধেকও পাওয়া যাচ্ছে না। ফলে দুপুরের পরই অধিকাংশ পাম্প বন্ধ হয়ে যাচ্ছে।: [51, 623, 423, 1343]
- station-crowd-photo: [51, 102, 604, 521]
- headline-brahmanbaria: ব্রাহ্মণবাড়িয়ায় দু'পক্ষের: [1225, 2110, 1417, 2134]
- article-dhaka-city: [1144, 981, 1498, 1278]
- article-text: দায়িত্ব সম্পন্ন করা হয়েছে। এখন পর্যন্ত ইরানে যাওয়ার কোনো পরিকল্পনা নেই। মধ্যপ্রাচ্যের পরিস্থিতি নিবিড়ভাবে পর্যবেক্ষণ করা হচ্ছে। প্রবাসীদের নিরাপত্তায় সংশ্লিষ্ট দূতাবাসগুলোকে প্রস্তুত থাকতে বলা হয়েছে।: [786, 1144, 1134, 1185]
- headline-aspiration: আলোকসজ্জা করা: [1247, 1580, 1395, 1604]
- section-title: খবরের বাকী অংশ: [646, 40, 885, 78]
- headline-dhaka-city: ঢাকা শহরের: [1271, 953, 1371, 976]
- article-text: নির্যাতনের মর্মান্তিক স্মৃতি নিয়ে পালিত হবে ভয়াল ২৫ মার্চ। এ উপলক্ষে রাজধানীসহ সারা দেশে নানা কর্মসূচি নেওয়া হয়েছে। শহীদ মিনারে মোমবাতি প্রজ্বালন ও আলোচনা সভার আয়োজন করা হয়েছে।: [786, 2138, 1134, 2180]
- article-brahmanbaria: [1144, 2138, 1498, 2338]
- newspaper-page: [51, 28, 1498, 2352]
- article-text: পাচারকারী চক্রের সদস্যরা বিদেশে ভালো চাকরির প্রলোভন দেখিয়ে তরুণদের ফাঁদে ফেলে। পরে তাদের জিম্মি করে পরিবারের কাছ থেকে মুক্তিপণ আদায় করা হয়। পুলিশ জানায়, গ্রেপ্তারকৃতদের কাছ থেকে বেশ কিছু পাসপোর্ট, ভিসার কাগজপত্র ও মোবাইল ফোন জব্দ করা হয়েছে। তাদের বিরুদ্ধে মানবপাচার প্রতিরোধ ও দমন আইনে মামলা দায়ের করা হয়েছে। আদালত তাদের রিমান্ডে নেওয়ার অনুমতি দিয়েছেন। তদন্ত কর্মকর্তা জানান, চক্রের অন্য সদস্যদের গ্রেপ্তারে অভিযান চলছে। ভুক্তভোগী পরিবারগুলো দ্রুত বিচার দাবি করেছে। মানবাধিকার সংগঠনগুলো বলছে, অভিবাসন প্রক্রিয়ায় স্বচ্ছতা নিশ্চিত না হলে এ ধরনের অপরাধ বন্ধ হবে না।: [432, 2101, 776, 2228]
- headline-vote: আজ ভয়াল ২৫: [894, 2110, 1027, 2134]
- article-police: [786, 879, 1134, 1106]
